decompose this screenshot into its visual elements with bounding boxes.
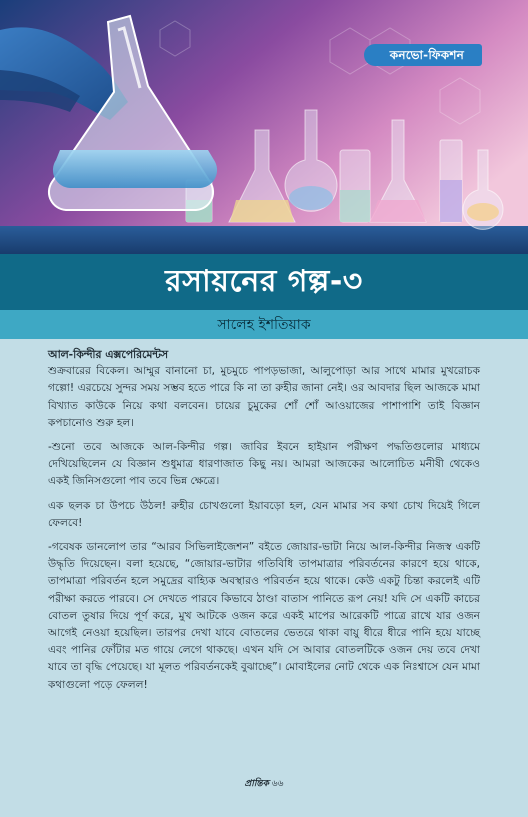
lab-glassware-image — [0, 0, 528, 258]
article-body — [48, 346, 480, 701]
page-footer — [0, 776, 528, 791]
paragraph-2: -শুনো তবে আজকে আল-কিন্দীর গল্প। জাবির ইবনে হাইয়ান পরীক্ষণ পদ্ধতিগুলোর মাধ্যমে দেখিয়েছিলেন যে বিজ্ঞান শুধুমাত্র ধারণাজাত কিছু নয়। আমরা আজকের আলোচিত মনীষী থেকেও একই জিনিসগুলো পাব তবে ভিন্ন ক্ষেত্রে। — [48, 441, 480, 488]
magazine-logo: প্রান্তিক — [244, 779, 269, 789]
section-heading: আল-কিন্দীর এক্সপেরিমেন্টস — [48, 348, 169, 361]
author-name: সালেহ ইশতিয়াক — [217, 316, 311, 333]
lab-glassware-illustration — [0, 0, 528, 258]
paragraph-1: শুক্রবারের বিকেল। আম্মুর বানানো চা, মুচমুচে পাপড়ভাজা, আলুপোড়া আর সাথে মামার মুখরোচক গল্পো! এরচেয়ে সুন্দর সময় সম্ভব হতে পারে কি না তা রুহীর জানা নেই। ওর আবদার ছিল আজকে মামা বিখ্যাত কাউকে নিয়ে কথা বলবেন। চায়ের চুমুকের শোঁ শোঁ আওয়াজের পাশাপাশি তাই বিজ্ঞান কপচানোও শুরু হল। — [48, 365, 480, 429]
paragraph-3: এক ছলক চা উপচে উঠল! রুহীর চোখগুলো ইয়াবড়ো হল, যেন মামার সব কথা চোখ দিয়েই গিলে ফেলবে! — [48, 499, 480, 529]
page-number: ৬৬ — [271, 779, 284, 789]
section-tag: কনভো-ফিকশন — [364, 44, 482, 66]
paragraph-4: -গবেষক ডানলোপ তার “আরব সিভিলাইজেশন” বইতে জোয়ার-ভাটা নিয়ে আল-কিন্দীর নিজস্ব একটি উদ্ধৃতি দিয়েছেন। বলা হয়েছে, “জোয়ার-ভাটার গতিবিধি তাপমাত্রার পরিবর্তনের কারণে হয়ে থাকে, তাপমাত্রা পরিবর্তন হলে সমুদ্রের বাহ্যিক অবস্থারও পরিবর্তন হয়ে থাকে। কেউ একটু চিন্তা করলেই এটি পরীক্ষা করতে পারবে। সে দেখতে পারবে কিভাবে ঠাণ্ডা বাতাস পানিতে রূপ নেয়! যদি সে একটি কাচের বোতল তুষার দিয়ে পূর্ণ করে, মুখ আটকে ওজন করে একই মাপের আরেকটি পাত্রে রাখে যার ওজন আগেই নেওয়া হয়েছিল। তারপর দেখা যাবে বোতলের ভেতরে থাকা বায়ু ধীরে ধীরে পানি হয়ে যাচ্ছে এবং পানির ফোঁটার মত গায়ে লেগে থাকছে। এখন যদি সে আবার বোতলটিকে ওজন দেয় তবে দেখা যাবে তা বৃদ্ধি পেয়েছে। যা মূলত পরিবর্তনকেই বুঝাচ্ছে”। মোবাইলের নোট থেকে এক নিঃশ্বাসে যেন মামা কথাগুলো পড়ে ফেলল! — [48, 541, 480, 691]
title-band — [0, 254, 528, 310]
article-title: রসায়নের গল্প-৩ — [165, 263, 363, 299]
author-band — [0, 310, 528, 339]
